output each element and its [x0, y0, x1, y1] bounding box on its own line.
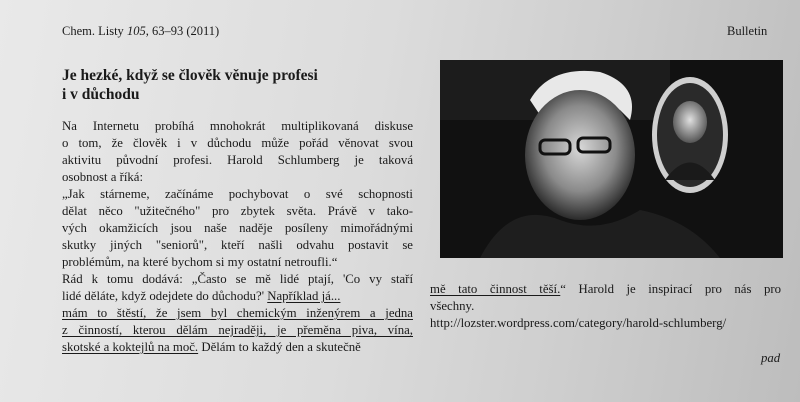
text-span: Dělám to každý den a skutečně	[198, 340, 361, 354]
photo-image	[440, 60, 783, 258]
author-initials: pad	[761, 351, 781, 365]
underlined-text: skotské a koktejlů na moč.	[62, 340, 199, 354]
text-line: aktivitu původní profesi. Harold Schlumberg je taková	[62, 153, 413, 167]
text-span: lidé děláte, když odejdete do důchodu?'	[62, 289, 268, 303]
text-line: dělat něco "užitečného" pro zbytek světa. Právě v tako-	[62, 204, 413, 218]
underlined-text: mě tato činnost těší.	[430, 282, 561, 296]
text-line: problémům, na které bychom si my ostatní netroufli.“	[62, 255, 338, 269]
journal-citation: Chem. Listy 105, 63–93 (2011)	[62, 24, 220, 38]
text-line: Rád k tomu dodává: „Často se mě lidé ptají, 'Co vy staří	[62, 272, 413, 286]
text-line: o tom, že člověk i v důchodu může pořád věnovat svou	[62, 136, 413, 150]
text-line: osobnost a říká:	[62, 170, 144, 184]
portrait-photo	[440, 60, 783, 258]
text-line: vých okamžicích jsou naše naděje posíleny mimořádnými	[62, 221, 413, 235]
text-line: „Jak stárneme, začínáme pochybovat o své schopnosti	[62, 187, 413, 201]
source-url: http://lozster.wordpress.com/category/harold-schlumberg/	[430, 316, 727, 330]
underlined-text: Například já...	[267, 289, 341, 303]
article-title	[62, 66, 422, 104]
title-line: i v důchodu	[62, 86, 140, 103]
text-line: všechny.	[430, 299, 475, 313]
text-line	[430, 281, 781, 298]
title-line: Je hezké, když se člověk věnuje profesi	[62, 67, 318, 84]
underlined-line: z činností, kterou dělám nejraději, je přeměna piva, vína,	[62, 323, 413, 337]
text-line: Na Internetu probíhá mnohokrát multiplikovaná diskuse	[62, 119, 413, 133]
underlined-line: mám to štěstí, že jsem byl chemickým inženýrem a jedna	[62, 306, 413, 320]
text-line	[62, 288, 340, 305]
text-span: “ Harold je inspirací pro nás pro	[560, 282, 781, 296]
text-line: skutky jiných "seniorů", kteří našli odvahu postavit se	[62, 238, 413, 252]
text-line	[62, 339, 361, 356]
section-label: Bulletin	[727, 24, 768, 38]
